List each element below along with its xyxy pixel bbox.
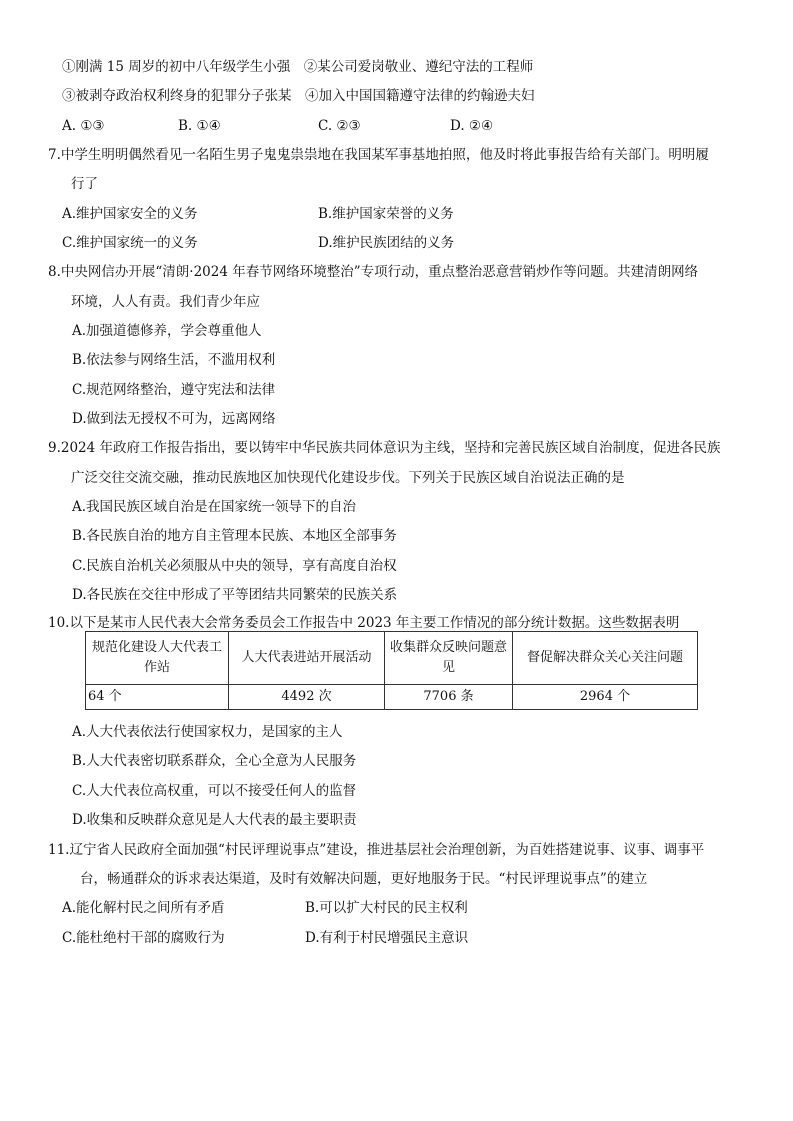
table-cell: 7706 条: [385, 685, 513, 710]
q10-option-c: C.人大代表位高权重，可以不接受任何人的监督: [72, 783, 357, 799]
q7-option-d: D.维护民族团结的义务: [318, 235, 455, 251]
q11-stem-line-1: 11.辽宁省人民政府全面加强“村民评理说事点”建设，推进基层社会治理创新，为百姓搭建说事、议事、调事平: [48, 842, 705, 858]
q8-stem-line-2: 环境，人人有责。我们青少年应: [71, 294, 260, 310]
q11-option-b: B.可以扩大村民的民主权利: [305, 900, 468, 916]
q10-option-b: B.人大代表密切联系群众，全心全意为人民服务: [72, 753, 357, 769]
q10-stem-line-1: 10.以下是某市人民代表大会常务委员会工作报告中 2023 年主要工作情况的部分统计数据。这些数据表明: [48, 615, 680, 631]
table-header-cell: 人大代表进站开展活动: [229, 632, 385, 685]
q9-option-d: D.各民族在交往中形成了平等团结共同繁荣的民族关系: [72, 587, 398, 603]
q9-option-a: A.我国民族区域自治是在国家统一领导下的自治: [72, 499, 357, 515]
table-cell: 2964 个: [513, 685, 698, 710]
q7-stem-line-2: 行了: [71, 176, 98, 192]
q8-option-d: D.做到法无授权不可为，远离网络: [72, 411, 276, 427]
prev-option-b: B. ①④: [178, 118, 221, 134]
q9-stem-line-2: 广泛交往交流交融，推动民族地区加快现代化建设步伐。下列关于民族区域自治说法正确的是: [71, 470, 625, 486]
prev-option-d: D. ②④: [450, 118, 494, 134]
q7-stem-line-1: 7.中学生明明偶然看见一名陌生男子鬼鬼祟祟地在我国某军事基地拍照，他及时将此事报告给有关部门。明明履: [48, 147, 709, 163]
table-cell: 64 个: [86, 685, 229, 710]
q11-option-d: D.有利于村民增强民主意识: [305, 930, 469, 946]
q10-stats-table: [85, 631, 698, 710]
prev-items-line-2: ③被剥夺政治权利终身的犯罪分子张某 ④加入中国国籍遵守法律的约翰逊夫妇: [62, 88, 535, 104]
table-cell: 4492 次: [229, 685, 385, 710]
q11-stem-line-2: 台，畅通群众的诉求表达渠道，及时有效解决问题，更好地服务于民。“村民评理说事点”的建立: [80, 871, 648, 887]
table-header-cell: 督促解决群众关心关注问题: [513, 632, 698, 685]
q8-option-a: A.加强道德修养，学会尊重他人: [72, 323, 262, 339]
q11-option-c: C.能杜绝村干部的腐败行为: [62, 930, 225, 946]
q11-option-a: A.能化解村民之间所有矛盾: [62, 900, 225, 916]
table-row: [86, 685, 698, 710]
q9-option-c: C.民族自治机关必须服从中央的领导，享有高度自治权: [72, 558, 397, 574]
q7-option-a: A.维护国家安全的义务: [62, 206, 198, 222]
q8-option-b: B.依法参与网络生活，不滥用权利: [72, 352, 276, 368]
table-header-cell: 规范化建设人大代表工作站: [86, 632, 229, 685]
q7-option-c: C.维护国家统一的义务: [62, 235, 198, 251]
q10-option-a: A.人大代表依法行使国家权力，是国家的主人: [72, 724, 343, 740]
q8-stem-line-1: 8.中央网信办开展“清朗·2024 年春节网络环境整治”专项行动，重点整治恶意营销炒作等问题。共建清朗网络: [48, 264, 699, 280]
table-header-row: [86, 632, 698, 685]
prev-option-c: C. ②③: [318, 118, 361, 134]
q9-option-b: B.各民族自治的地方自主管理本民族、本地区全部事务: [72, 528, 397, 544]
q9-stem-line-1: 9.2024 年政府工作报告指出，要以铸牢中华民族共同体意识为主线，坚持和完善民族区域自治制度，促进各民族: [48, 440, 721, 456]
q10-option-d: D.收集和反映群众意见是人大代表的最主要职责: [72, 812, 357, 828]
q8-option-c: C.规范网络整治，遵守宪法和法律: [72, 382, 276, 398]
prev-option-a: A. ①③: [62, 118, 105, 134]
prev-items-line-1: ①刚满 15 周岁的初中八年级学生小强 ②某公司爱岗敬业、遵纪守法的工程师: [62, 59, 534, 75]
table-header-cell: 收集群众反映问题意见: [385, 632, 513, 685]
q7-option-b: B.维护国家荣誉的义务: [318, 206, 454, 222]
